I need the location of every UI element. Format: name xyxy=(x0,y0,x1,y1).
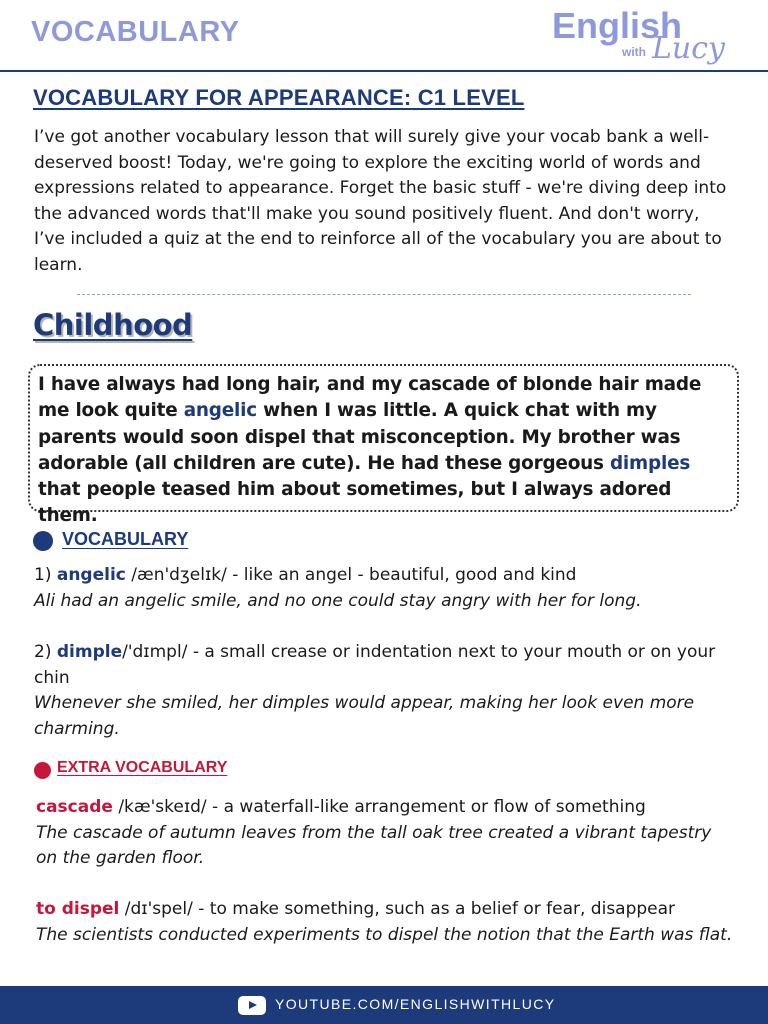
vocab-example: Ali had an angelic smile, and no one could stay angry with her for long. xyxy=(34,590,642,611)
keyword-dimples: dimples xyxy=(609,452,691,474)
svg-text:with: with xyxy=(622,45,646,59)
extra-definition: /dɪ'spel/ - to make something, such as a belief or fear, disappear xyxy=(119,899,676,919)
extra-definition: /kæ'skeɪd/ - a waterfall-like arrangement or flow of something xyxy=(112,797,646,817)
keyword-angelic: angelic xyxy=(183,400,257,422)
vocab-entry-angelic: 1) angelic /æn'dʒelɪk/ - like an angel - beautiful, good and kind Ali had an angelic smile, and no one could stay angry with her for long. xyxy=(34,563,734,614)
page-header xyxy=(0,0,768,72)
story-text: I have always had long hair, and my cascade of blonde hair made me look quite angelic when I was little. A quick chat with my parents would soon dispel that misconception. My brother was adorable (all children are cute). He had these gorgeous dimples that people teased him about sometimes, but I always adored them. xyxy=(38,374,702,527)
svg-text:English: English xyxy=(552,5,683,46)
extra-term: cascade xyxy=(36,797,113,817)
svg-text:Lucy: Lucy xyxy=(652,31,725,66)
extra-term: to dispel xyxy=(36,899,120,919)
vocabulary-heading: VOCABULARY xyxy=(62,529,189,549)
youtube-link[interactable]: YOUTUBE.COM/ENGLISHWITHLUCY xyxy=(275,996,556,1012)
intro-paragraph: I’ve got another vocabulary lesson that will surely give your vocab bank a well-deserved boost! Today, we're going to explore the exciting world of words and expressions related to appearance. Forget the basic stuff - we're diving deep into the advanced words that'll make you sound positively fluent. And don't worry, I’ve included a quiz at the end to reinforce all of the vocabulary you are about to learn. xyxy=(34,127,727,275)
section-divider xyxy=(77,294,691,295)
extra-vocabulary-bullet-icon xyxy=(34,762,51,779)
extra-example: The cascade of autumn leaves from the tall oak tree created a vibrant tapestry on the garden floor. xyxy=(36,822,712,869)
extra-entry-cascade xyxy=(36,795,736,872)
vocab-entry-dimple: 2) dimple/'dɪmpl/ - a small crease or indentation next to your mouth or on your chin Whenever she smiled, her dimples would appear, making her look even more charming. xyxy=(34,640,734,742)
story-box xyxy=(28,364,739,527)
play-icon xyxy=(249,1001,257,1009)
extra-vocabulary-heading: EXTRA VOCABULARY xyxy=(57,759,228,776)
page-footer xyxy=(0,986,768,1024)
header-title: VOCABULARY xyxy=(31,16,240,48)
english-with-lucy-logo xyxy=(552,4,742,66)
vocab-definition: /'dɪmpl/ - a small crease or indentation next to your mouth or on your chin xyxy=(34,642,716,688)
vocabulary-bullet-icon xyxy=(33,531,53,551)
vocab-term: dimple xyxy=(56,642,123,662)
section-title: Childhood xyxy=(33,308,193,342)
vocab-term: angelic xyxy=(56,565,126,585)
youtube-icon[interactable] xyxy=(238,996,266,1015)
extra-example: The scientists conducted experiments to dispel the notion that the Earth was flat. xyxy=(36,924,733,945)
page-title: VOCABULARY FOR APPEARANCE: C1 LEVEL xyxy=(33,85,525,110)
extra-entry-dispel xyxy=(36,897,736,948)
vocab-definition: /æn'dʒelɪk/ - like an angel - beautiful, good and kind xyxy=(125,565,577,585)
vocab-example: Whenever she smiled, her dimples would appear, making her look even more charming. xyxy=(34,693,695,739)
